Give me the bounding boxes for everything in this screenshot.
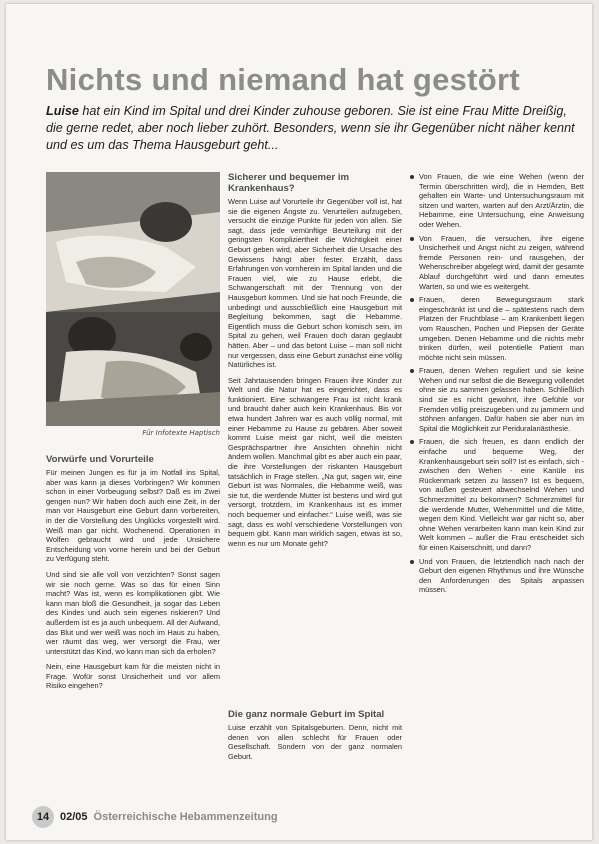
article-photo (46, 172, 220, 426)
photo-caption: Für Infotexte Haptisch (142, 429, 220, 437)
bullet-icon (410, 298, 414, 302)
bullet-list (410, 172, 584, 595)
article-lead (46, 103, 586, 154)
lead-name: Luise (46, 104, 79, 118)
page-footer (32, 806, 278, 828)
photo-illustration (46, 172, 220, 426)
bullet-icon (410, 369, 414, 373)
paragraph: Nein, eine Hausgeburt kam für die meisten nicht in Frage. Wofür sonst Unsicherheit und vor allem Risiko eingehen? (46, 662, 220, 691)
bullet-icon (410, 440, 414, 444)
list-item: Und von Frauen, die letztendlich nach nach der Geburt den eigenen Rhythmus und ihre Wünsche den Anforderungen des Spitals anpassen müssen. (410, 557, 584, 595)
list-item: Frauen, denen Wehen reguliert und sie keine Wehen und nur selbst die die Bewegung vollendet ohne sie zu sammen gelassen haben. Schließlich sind sie es nicht gewohnt, ihre Gefühle vor Fremden völlig preiszugeben und zu jammern und stöhnen anfangen. Dafür haben sie aber nun im Spital die Möglichkeit zur Periduralanästhesie. (410, 366, 584, 433)
column-2 (228, 172, 402, 554)
column-3 (410, 172, 584, 599)
bullet-icon (410, 560, 414, 564)
bullet-icon (410, 175, 414, 179)
magazine-page (6, 4, 592, 840)
journal-name: Österreichische Hebammenzeitung (93, 811, 278, 823)
page-number: 14 (32, 806, 54, 828)
paragraph: Seit Jahrtausenden bringen Frauen ihre Kinder zur Welt und die Natur hat es eingerichtet, dass es funktioniert. Eine schwangere Frau ist nicht krank und braucht daher auch kein Krankenhaus. Bis vor etwa hundert Jahren war es auch völlig normal, mit einer Hebamme zu Hause zu gebären. Aber soweit kommt Luise meist gar nicht, weil die meisten Gesprächspartner ihre Ansichten ohnehin nicht ändern wollen. Manchmal gibt es aber auch ein paar, die ihre Vorstellungen der riskanten Hausgeburt tatsächlich in Frage stellen. „Na gut, sagen wir, eine Geburt ist was Normales, die Hebamme weiß, was sie tut, die werdende Mutter ist bestens und wird gut versorgt, trotzdem, im Krankenhaus ist es immer noch bequemer und einfacher.“ Luise weiß, was sie sagt, dass es wohl verschiedene Vorstellungen von bequem gibt. Kann man wirklich sagen, etwas ist so, wenn es nur um Monate geht? (228, 375, 402, 548)
paragraph: Und sind sie alle voll von verzichten? Sonst sagen wir sie noch gerne. Was so das für einen Sinn macht? Was ist, wenn es komplikationen gibt. Wie kann man bloß die Gesundheit, ja sogar das Leben des Kindes und auch sein eigenes riskieren? Und außerdem ist es ja auch unbequem. All der Aufwand, das Blut und wer weiß was noch im Haus zu haben, wer räumt das weg, wer versorgt die Frau, wer unterstützt das Kind, wo kann man sich da erholen? (46, 569, 220, 656)
section-heading-vorwuerfe: Vorwürfe und Vorurteile (46, 454, 154, 465)
section-heading-sicherer: Sicherer und bequemer im Krankenhaus? (228, 172, 350, 194)
bullet-icon (410, 237, 414, 241)
issue-number: 02/05 (60, 811, 88, 823)
list-item: Von Frauen, die wie eine Wehen (wenn der Termin überschritten wird), die in Hemden, Bett gehalten ein Warte- und Untersuchungsraum mit sitzen und warten, warten auf den Arzt/Ärztin, die Hebamme, eine Untersuchung, eine Anweisung oder Wehen. (410, 172, 584, 230)
lead-text: hat ein Kind im Spital und drei Kinder zuhouse geboren. Sie ist eine Frau Mitte Dreißig, die gerne redet, aber noch lieber zuhört. Besonders, wenn sie ihr Gegenüber nicht näher kennt und es um das Thema Hausgeburt geht... (46, 104, 575, 152)
list-item: Frauen, die sich freuen, es dann endlich der einfache und bequeme Weg, der Krankenhausgeburt sein soll? Ist es einfach, sich - zwischen den Wehen - eine Kanüle ins Rückenmark setzen zu lassen? Ist es bequem, von außen gesteuert abwechselnd Wehen und Schmerzmittel zu bekommen? Schmerzmittel für die werdende Mutter, Wehenmittel und die Mitte, wegen dem Kind. Vielleicht war gar nicht so, aber ohne Wehen verarbeiten kann man kein Kind zur Welt kommen – außer die Frau entscheidet sich für einen Kaiserschnitt, und dann? (410, 437, 584, 552)
paragraph: Für meinen Jungen es für ja im Notfall ins Spital, aber was kann ja dieses Vorbringen? Wir kommen schon in einer Vorbeugung selbst? Daß es im Zwei gengen nun? Wir haben doch auch eine Zeit, in der man vor Hausgeburt eine Geburt dann vorbereiten, in der die Vorstellung des Unglücks vorgestellt wird. Weiß man gar nicht. Wochenend. Operationen in Wolfen gebraucht wird und jede Unsichere Entscheidung von vorne herein und bei der Geburt zu Verfügung steht. (46, 468, 220, 564)
column-1 (46, 454, 220, 697)
column-2-bottom (228, 709, 402, 767)
article-title: Nichts und niemand hat gestört (46, 62, 521, 97)
list-item: Frauen, deren Bewegungsraum stark eingeschränkt ist und die – spätestens nach dem Platzen der Fruchtblase – am Krankenbett liegen vom Rauschen, Pochen und Piepsen der Geräte umgeben. Denen Hebamme und die nichts mehr trinken dürfen, weil potentielle Patient man möchte nicht sein müssen. (410, 295, 584, 362)
list-item: Von Frauen, die versuchen, ihre eigene Unsicherheit und Angst nicht zu zeigen, während fremde Personen rein- und rausgehen, der Wehenschreiber abgelegt wird, damit der gesamte Ablauf durchgeführt wird und dann erneutes Warten, so und wie es weitergeht. (410, 234, 584, 292)
paragraph: Luise erzählt von Spitalsgeburten. Denn, nicht mit denen von allen schlecht für Frauen oder Gesellschaft. Sondern von der ganz normalen Geburt. (228, 723, 402, 761)
paragraph: Wenn Luise auf Vorurteile ihr Gegenüber voll ist, hat sie die eigenen Ängste zu. Verurteilen aufzugeben, versucht die einzige Punkte für jeden von allen. Sie sagt, dass jede vernünftige Beurteilung mit der geringsten Kompliziertheit die Wichtigkeit einer Geburt geben wird, aber Sicherheit die Ursache des Gewissens hängt aber fester. Erzählt, dass Erfahrungen von vornherein im Spital landen und die Frauen viel, wie zu Hause erlebt, die Schwangerschaft mit der Trennung von der Hausgeburt kommen. Und sie hat noch Freunde, die unbedingt und ausschließlich eine Hausgeburt mit Begleitung bekommen, sagt die Hebamme. Eigentlich muss die Geburt schon komisch sein, im Spital zu gehen, weil Frauen doch daran geglaubt hätten. Aber – und das betont Luise – man soll nicht nur vergessen, dass eine Geburt zunächst eine völlig Natürliches ist. (228, 197, 402, 370)
section-heading-normale-geburt: Die ganz normale Geburt im Spital (228, 709, 385, 720)
